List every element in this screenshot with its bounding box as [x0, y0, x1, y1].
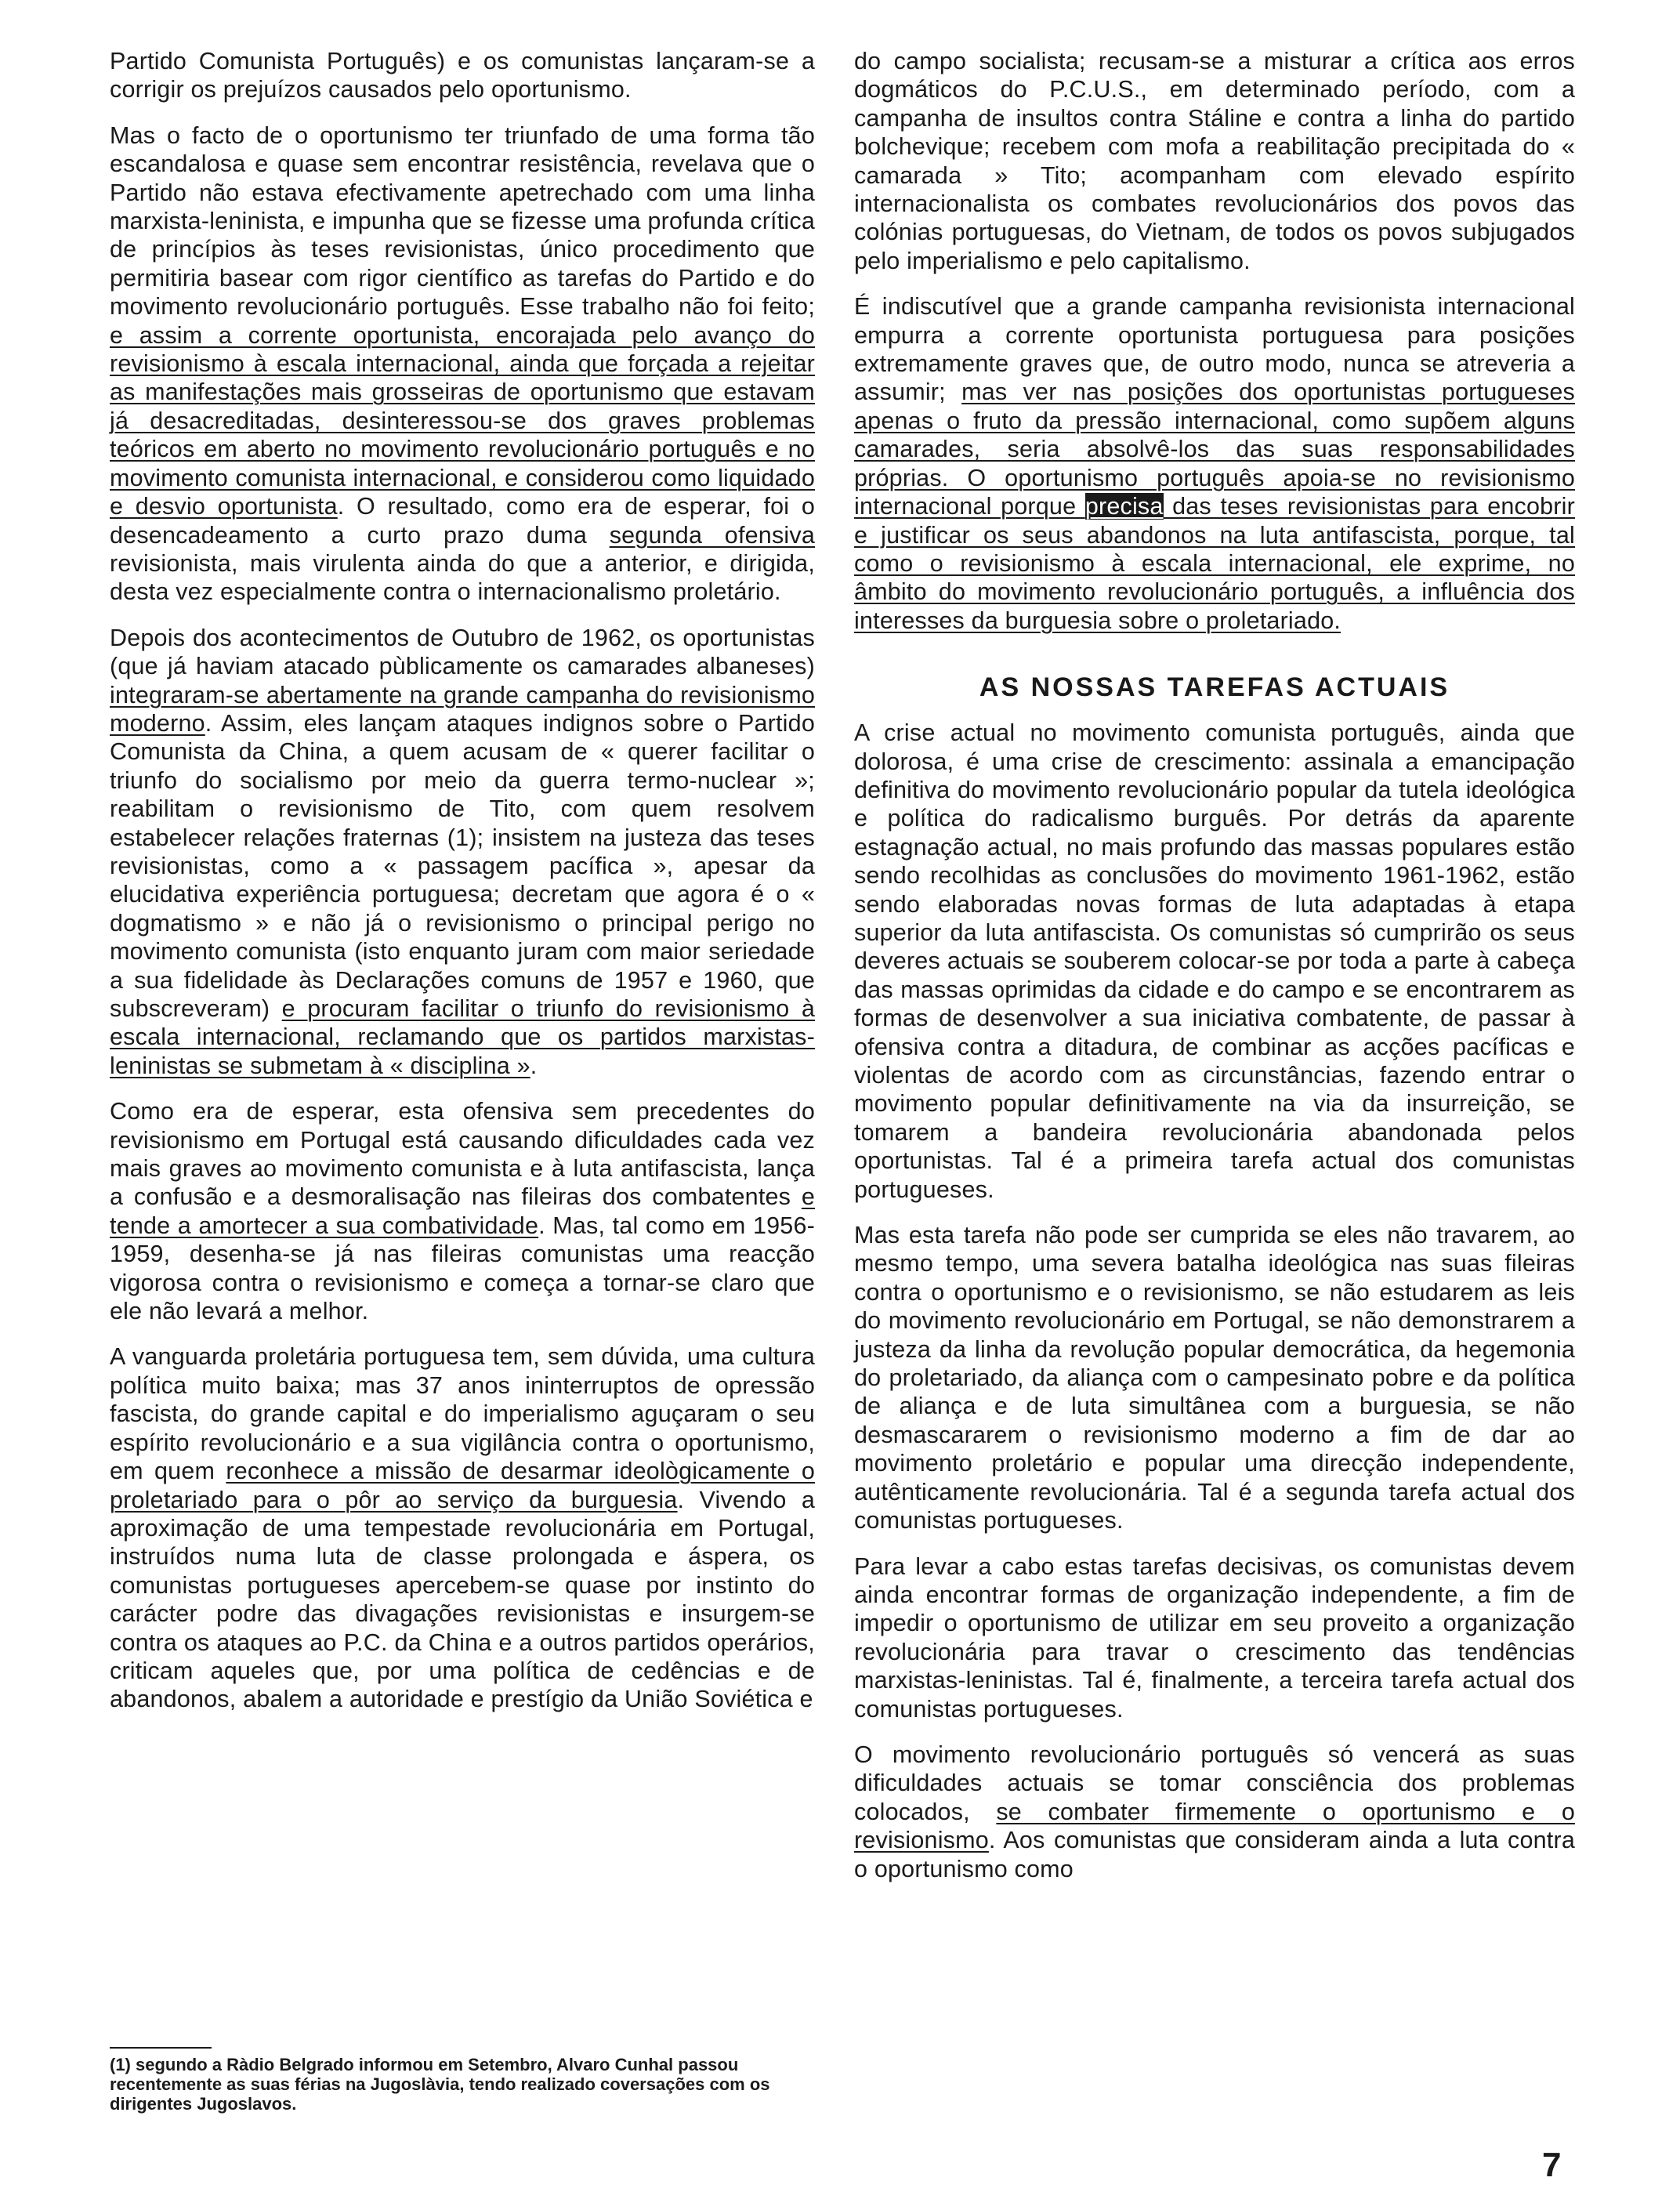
- paragraph: [854, 292, 1575, 635]
- paragraph: [110, 47, 815, 104]
- highlighted-word: precisa: [1084, 493, 1164, 520]
- underlined-text: das teses revisionistas para encobrir e justificar os seus abandonos na luta antifascista, porque, tal como o revisionismo à escala internacional, ele exprime, no âmbito do movimento revolucionário português, a influência dos interesses da burguesia sobre o proletariado.: [854, 493, 1575, 634]
- paragraph: [854, 719, 1575, 1204]
- right-column: [854, 47, 1575, 1900]
- text: . Vivendo a aproximação de uma tempestade revolucionária em Portugal, instruídos numa luta de classe prolongada e áspera, os comunistas portugueses apercebem-se quase por instinto do carácter podre das divagações revisionistas e insurgem-se contra os ataques ao P.C. da China e a outros partidos operários, criticam aqueles que, por uma política de cedências e de abandonos, abalem a autoridade e prestígio da União Soviética e: [110, 1486, 815, 1713]
- text: A vanguarda proletária portuguesa tem, sem dúvida, uma cultura política muito baixa; mas 37 anos ininterruptos de opressão fascista, do grande capital e do imperialismo aguçaram o seu espírito revolucionário e a sua vigilância contra o oportunismo, em quem: [110, 1343, 815, 1485]
- text: A crise actual no movimento comunista português, ainda que dolorosa, é uma crise de crescimento: assinala a emancipação definitiva do movimento revolucionário popular da tutela ideológica e política do radicalismo burguês. Por detrás da aparente estagnação actual, no mais profundo das massas populares estão sendo recolhidas as conclusões do movimento 1961-1962, estão sendo elaboradas novas formas de luta adaptadas à etapa superior da luta antifascista. Os comunistas só cumprirão os seus deveres actuais se souberem colocar-se por toda a parte à cabeça das massas oprimidas da cidade e do campo e se encontrarem as formas de desenvolver a sua iniciativa combatente, de passar à ofensiva contra a ditadura, de combinar as acções pacíficas e violentas de acordo com as circunstâncias, fazendo entrar o movimento popular definitivamente na via da insurreição, se tomarem a bandeira revolucionária abandonada pelos oportunistas. Tal é a primeira tarefa actual dos comunistas portugueses.: [854, 719, 1575, 1203]
- underlined-text: integraram-se abertamente na grande campanha do revisionismo moderno: [110, 681, 815, 737]
- underlined-text: e assim a corrente oportunista, encorajada pelo avanço do revisionismo à escala internacional, ainda que forçada a rejeitar as manifestações mais grosseiras de oportunismo que estavam já desacreditadas, desinteressou-se dos graves problemas teóricos em aberto no movimento revolucionário português e no movimento comunista internacional, e considerou como liquidado e desvio oportunista: [110, 321, 815, 520]
- underlined-text: mas ver nas posições dos oportunistas portugueses apenas o fruto da pressão internacional, como supõem alguns camarades, seria absolvê-los das suas responsabilidades próprias. O oportunismo português apoia-se no revisionismo internacional porque: [854, 379, 1576, 520]
- footnote: (1) segundo a Ràdio Belgrado informou em Setembro, Alvaro Cunhal passou recentemente as suas férias na Jugoslàvia, tendo realizado coversações com os dirigentes Jugoslavos.: [110, 2055, 770, 2114]
- text: .: [530, 1052, 538, 1079]
- paragraph: [854, 1741, 1575, 1883]
- paragraph: [110, 1342, 815, 1713]
- footnote-divider: [110, 2047, 212, 2049]
- section-heading: AS NOSSAS TAREFAS ACTUAIS: [979, 672, 1450, 703]
- underlined-text: e procuram facilitar o triunfo do revisionismo à escala internacional, reclamando que os partidos marxistas-leninistas se submetam à « disciplina »: [110, 995, 816, 1079]
- underlined-text: reconhece a missão de desarmar ideològicamente o proletariado para o pôr ao serviço da burguesia: [110, 1458, 815, 1513]
- left-column: [110, 47, 815, 1731]
- paragraph: [854, 1221, 1575, 1534]
- page-number: 7: [1542, 2146, 1562, 2184]
- text: O movimento revolucionário português só vencerá as suas dificuldades actuais se tomar consciência dos problemas colocados,: [854, 1741, 1575, 1825]
- text: . Assim, eles lançam ataques indignos sobre o Partido Comunista da China, a quem acusam de « querer facilitar o triunfo do socialismo por meio da guerra termo-nuclear »; reabilitam o revisionismo de Tito, com quem resolvem estabelecer relações fraternas (1); insistem na justeza das teses revisionistas, como a « passagem pacífica », apesar da elucidativa experiência portuguesa; decretam que agora é o « dogmatismo » e não já o revisionismo o principal perigo no movimento comunista (isto enquanto juram com maior seriedade a sua fidelidade às Declarações comuns de 1957 e 1960, que subscreveram): [110, 709, 815, 1022]
- text: Partido Comunista Português) e os comunistas lançaram-se a corrigir os prejuízos causados pelo oportunismo.: [110, 48, 815, 103]
- text: Como era de esperar, esta ofensiva sem precedentes do revisionismo em Portugal está causando dificuldades cada vez mais graves ao movimento comunista e à luta antifascista, lança a confusão e a desmoralisação nas fileiras dos combatentes: [110, 1098, 815, 1211]
- text: do campo socialista; recusam-se a misturar a crítica aos erros dogmáticos do P.C.U.S., em determinado período, com a campanha de insultos contra Stáline e contra a linha do partido bolchevique; recebem com mofa a reabilitação precipitada do « camarada » Tito; acompanham com elevado espírito internacionalista os combates revolucionários dos povos das colónias portuguesas, do Vietnam, de todos os povos subjugados pelo imperialismo e pelo capitalismo.: [854, 48, 1575, 274]
- text: Para levar a cabo estas tarefas decisivas, os comunistas devem ainda encontrar formas de organização independente, a fim de impedir o oportunismo de utilizar em seu proveito a organização revolucionária para travar o crescimento das tendências marxistas-leninistas. Tal é, finalmente, a terceira tarefa actual dos comunistas portugueses.: [854, 1552, 1575, 1723]
- underlined-text: e tende a amortecer a sua combatividade: [110, 1183, 815, 1239]
- underlined-text: se combater firmemente o oportunismo e o revisionismo: [854, 1798, 1575, 1854]
- paragraph: [110, 121, 815, 607]
- text: . O resultado, como era de esperar, foi o desencadeamento a curto prazo duma: [110, 493, 815, 549]
- text: É indiscutível que a grande campanha revisionista internacional empurra a corrente oportunista portuguesa para posições extremamente graves que, de outro modo, nunca se atreveria a assumir;: [854, 293, 1575, 406]
- text: Mas esta tarefa não pode ser cumprida se eles não travarem, ao mesmo tempo, uma severa batalha ideológica nas suas fileiras contra o oportunismo e o revisionismo, se não estudarem as leis do movimento revolucionário em Portugal, se não demonstrarem a justeza da linha da revolução popular democrática, da hegemonia do proletariado, da aliança com o campesinato pobre e da política de aliança e de luta simultânea com a burguesia, se não desmascararem o revisionismo moderno a fim de dar ao movimento proletário e popular uma direcção independente, autênticamente revolucionária. Tal é a segunda tarefa actual dos comunistas portugueses.: [854, 1222, 1575, 1534]
- text: Depois dos acontecimentos de Outubro de 1962, os oportunistas (que já haviam atacado pùblicamente os camarades albaneses): [110, 624, 815, 680]
- text: . Mas, tal como em 1956-1959, desenha-se já nas fileiras comunistas uma reacção vigorosa contra o revisionismo e começa a tornar-se claro que ele não levará a melhor.: [110, 1212, 815, 1325]
- paragraph: [854, 47, 1575, 275]
- paragraph: [854, 1552, 1575, 1723]
- paragraph: [110, 624, 815, 1081]
- text: Mas o facto de o oportunismo ter triunfado de uma forma tão escandalosa e quase sem encontrar resistência, revelava que o Partido não estava efectivamente apetrechado com uma linha marxista-leninista, e impunha que se fizesse uma profunda crítica de princípios às teses revisionistas, único procedimento que permitiria basear com rigor científico as tarefas do Partido e do movimento revolucionário português. Esse trabalho não foi feito;: [110, 121, 815, 321]
- paragraph: [110, 1097, 815, 1325]
- text: . Aos comunistas que consideram ainda a luta contra o oportunismo como: [854, 1827, 1575, 1882]
- underlined-text: segunda ofensiva: [609, 521, 815, 549]
- text: revisionista, mais virulenta ainda do que a anterior, e dirigida, desta vez especialmente contra o internacionalismo proletário.: [110, 549, 815, 606]
